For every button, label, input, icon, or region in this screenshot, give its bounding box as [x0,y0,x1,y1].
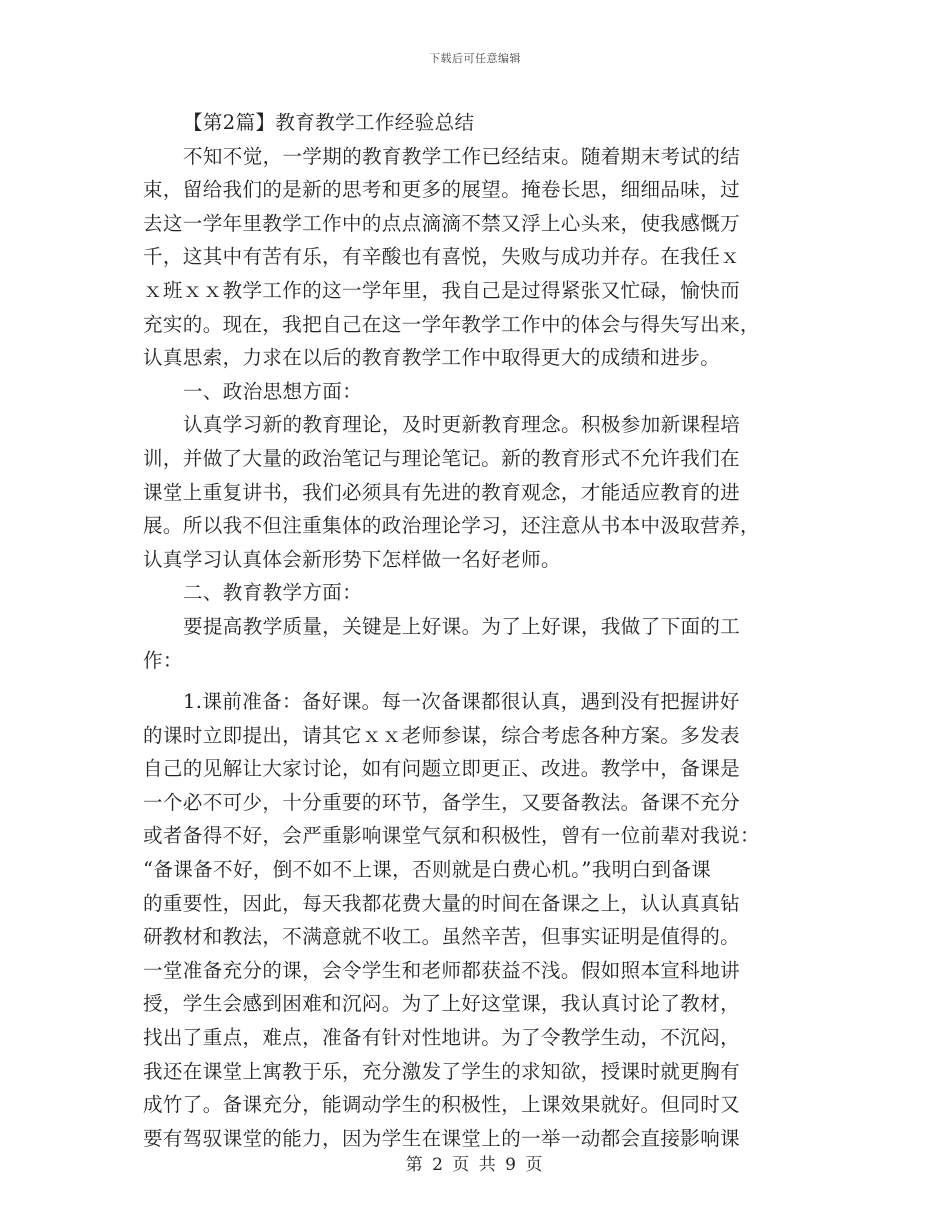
page-header-note: 下载后可任意编辑 [429,52,521,65]
text-line: 自己的见解让大家讨论，如有问题立即更正、改进。教学中，备课是 [143,757,741,781]
text-line: 认真思索，力求在以后的教育教学工作中取得更大的成绩和进步。 [143,346,721,370]
text-line: 要有驾驭课堂的能力，因为学生在课堂上的一举一动都会直接影响课 [143,1126,741,1150]
text-line: “备课备不好，倒不如不上课，否则就是白费心机。”我明白到备课 [143,858,712,882]
text-line: 不知不觉，一学期的教育教学工作已经结束。随着期末考试的结 [183,144,741,168]
text-line: 一个必不可少，十分重要的环节，备学生，又要备教法。备课不充分 [143,790,741,814]
text-line: 研教材和教法，不满意就不收工。虽然辛苦，但事实证明是值得的。 [143,925,741,949]
text-line: 训，并做了大量的政治笔记与理论笔记。新的教育形式不允许我们在 [143,446,741,470]
text-line: 的课时立即提出，请其它ｘｘ老师参谋，综合考虑各种方案。多发表 [143,723,741,747]
document-body [143,106,807,1155]
text-line: 千，这其中有苦有乐，有辛酸也有喜悦，失败与成功并存。在我任ｘ [143,245,741,269]
text-line: 找出了重点，难点，准备有针对性地讲。为了令教学生动，不沉闷， [143,1026,741,1050]
text-line: 1.课前准备：备好课。每一次备课都很认真，遇到没有把握讲好 [183,690,740,714]
text-line: 的重要性，因此，每天我都花费大量的时间在备课之上，认认真真钻 [143,891,741,915]
text-line: 充实的。现在，我把自己在这一学年教学工作中的体会与得失写出来， [143,312,760,336]
text-line: 二、教育教学方面： [183,581,363,605]
text-line: 作： [143,648,183,672]
text-line: 展。所以我不但注重集体的政治理论学习，还注意从书本中汲取营养， [143,514,760,538]
text-line: 束，留给我们的是新的思考和更多的展望。掩卷长思，细细品味，过 [143,178,741,202]
text-line: 一、政治思想方面： [183,379,363,403]
text-line: 一堂准备充分的课，会令学生和老师都获益不浅。假如照本宣科地讲 [143,958,741,982]
text-line: 去这一学年里教学工作中的点点滴滴不禁又浮上心头来，使我感慨万 [143,211,741,235]
text-line: 我还在课堂上寓教于乐，充分激发了学生的求知欲，授课时就更胸有 [143,1059,741,1083]
text-line: 成竹了。备课充分，能调动学生的积极性，上课效果就好。但同时又 [143,1093,741,1117]
text-line: 课堂上重复讲书，我们必须具有先进的教育观念，才能适应教育的进 [143,480,741,504]
document-title: 【第2篇】教育教学工作经验总结 [183,111,475,134]
page-number-footer: 第 2 页 共 9 页 [405,1155,545,1175]
text-line: 认真学习认真体会新形势下怎样做一名好老师。 [143,547,561,571]
text-line: 授，学生会感到困难和沉闷。为了上好这堂课，我认真讨论了教材， [143,992,741,1016]
text-line: ｘ班ｘｘ教学工作的这一学年里，我自己是过得紧张又忙碌，愉快而 [143,278,741,302]
text-line: 或者备得不好，会严重影响课堂气氛和积极性，曾有一位前辈对我说： [143,824,760,848]
text-line: 认真学习新的教育理论，及时更新教育理念。积极参加新课程培 [183,413,741,437]
text-line: 要提高教学质量，关键是上好课。为了上好课，我做了下面的工 [183,614,741,638]
